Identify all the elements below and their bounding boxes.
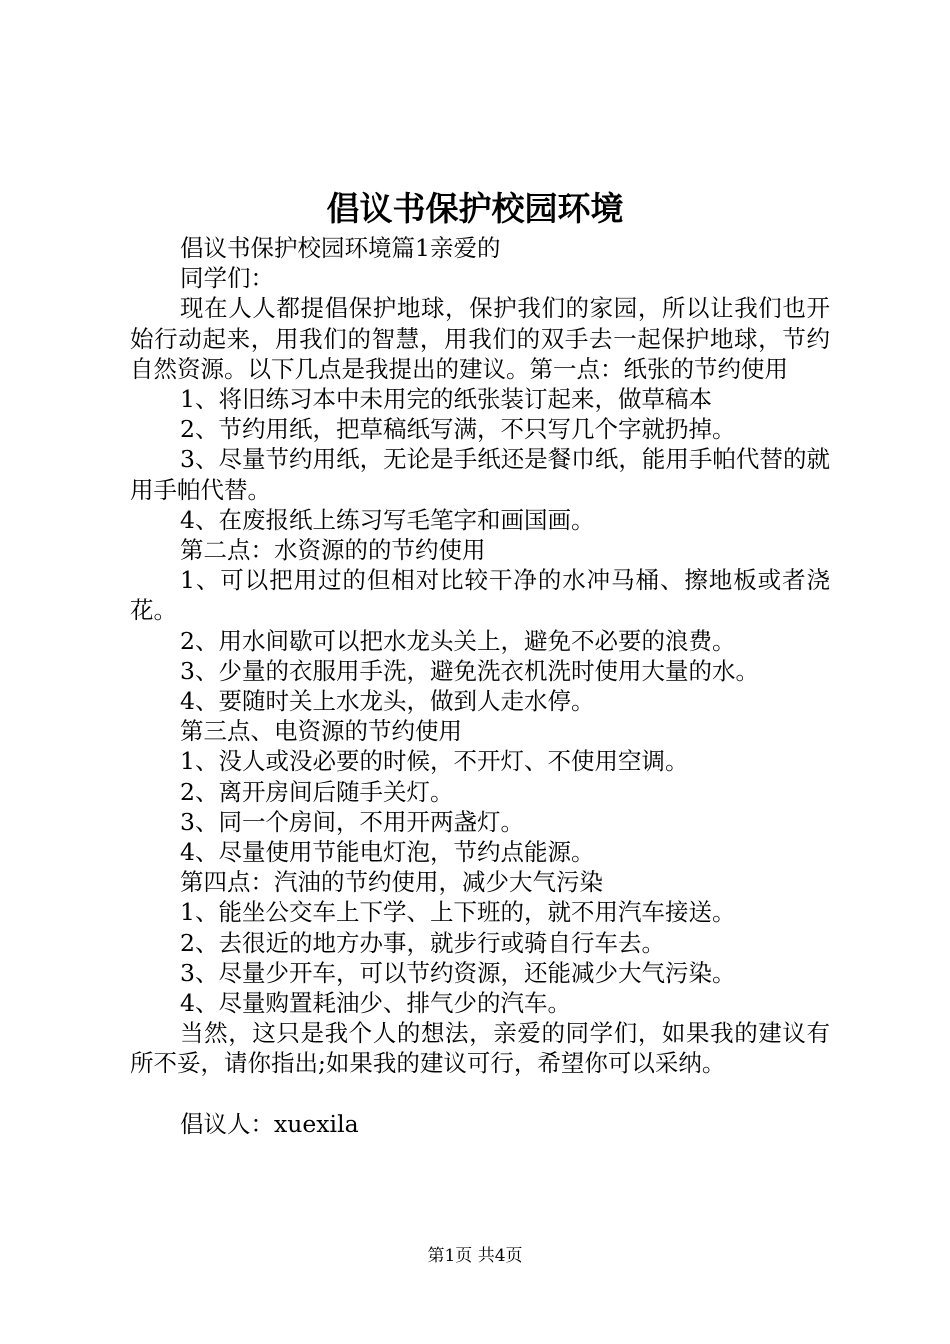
list-item: 4、要随时关上水龙头，做到人走水停。: [180, 687, 595, 716]
list-item: 1、能坐公交车上下学、上下班的，就不用汽车接送。: [180, 898, 736, 927]
document-body: [130, 233, 830, 1139]
list-item: 2、去很近的地方办事，就步行或骑自行车去。: [180, 928, 665, 957]
list-item: 3、尽量少开车，可以节约资源，还能减少大气污染。: [180, 958, 736, 987]
list-item: 2、离开房间后随手关灯。: [180, 777, 454, 806]
paragraph: 现在人人都提倡保护地球，保护我们的家园，所以让我们也开始行动起来，用我们的智慧，用我们的双手去一起保护地球，节约自然资源。以下几点是我提出的建议。第一点：纸张的节约使用: [130, 294, 830, 383]
list-item: 1、可以把用过的但相对比较干净的水冲马桶、擦地板或者浇花。: [130, 566, 830, 625]
paragraph: 倡议书保护校园环境篇1亲爱的: [180, 234, 501, 262]
section-heading: 第二点：水资源的的节约使用: [180, 536, 486, 565]
list-item: 3、少量的衣服用手洗，避免洗衣机洗时使用大量的水。: [180, 656, 759, 685]
list-item: 4、在废报纸上练习写毛笔字和画国画。: [180, 505, 595, 534]
closing-paragraph: 当然，这只是我个人的想法，亲爱的同学们，如果我的建议有所不妥，请你指出;如果我的建议可行，希望你可以采纳。: [130, 1019, 830, 1078]
list-item: 4、尽量购置耗油少、排气少的汽车。: [180, 989, 571, 1018]
signature: 倡议人：xuexila: [180, 1109, 359, 1138]
paragraph: 同学们：: [180, 264, 274, 293]
list-item: 3、尽量节约用纸，无论是手纸还是餐巾纸，能用手帕代替的就用手帕代替。: [130, 445, 830, 504]
list-item: 1、将旧练习本中未用完的纸张装订起来，做草稿本: [180, 385, 712, 414]
section-heading: 第四点：汽油的节约使用，减少大气污染: [180, 868, 603, 897]
list-item: 2、节约用纸，把草稿纸写满，不只写几个字就扔掉。: [180, 415, 736, 444]
section-heading: 第三点、电资源的节约使用: [180, 717, 462, 746]
list-item: 1、没人或没必要的时候，不开灯、不使用空调。: [180, 747, 689, 776]
document-title: 倡议书保护校园环境: [326, 189, 624, 228]
list-item: 3、同一个房间，不用开两盏灯。: [180, 807, 524, 836]
blank-line: [130, 1079, 830, 1109]
page-footer: 第1页 共4页: [427, 1246, 523, 1266]
list-item: 2、用水间歇可以把水龙头关上，避免不必要的浪费。: [180, 626, 736, 655]
list-item: 4、尽量使用节能电灯泡，节约点能源。: [180, 838, 595, 867]
